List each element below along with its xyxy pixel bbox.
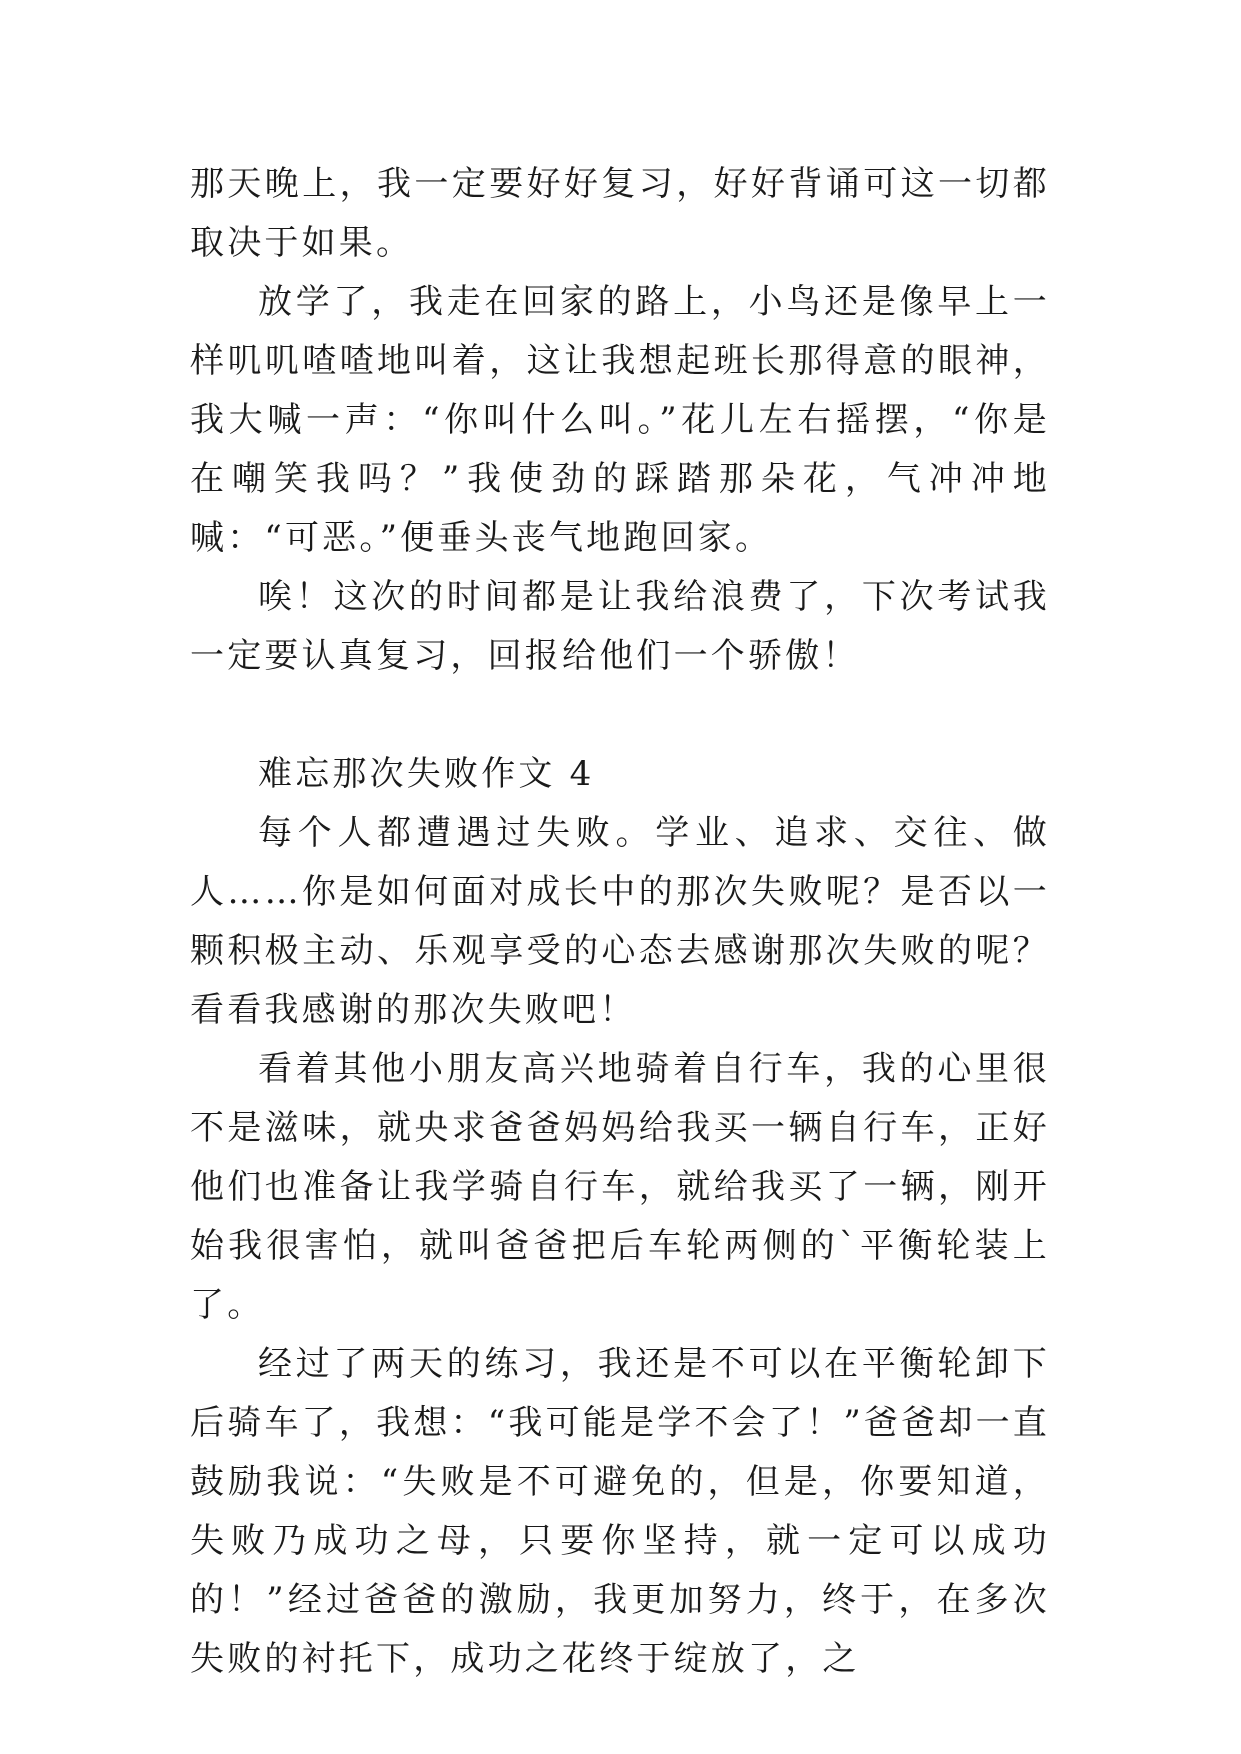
- section-title: 难忘那次失败作文 4: [258, 754, 595, 794]
- continued-paragraph: 那天晚上，我一定要好好复习，好好背诵可这一切都取决于如果。: [190, 164, 1050, 263]
- document-page: [190, 155, 1050, 1689]
- paragraph-1: 放学了，我走在回家的路上，小鸟还是像早上一样叽叽喳喳地叫着，这让我想起班长那得意的眼神，我大喊一声：“你叫什么叫。”花儿左右摇摆，“你是在嘲笑我吗？”我使劲的踩踏那朵花，气冲冲地喊：“可恶。”便垂头丧气地跑回家。: [190, 282, 1050, 558]
- paragraph-4: 看着其他小朋友高兴地骑着自行车，我的心里很不是滋味，就央求爸爸妈妈给我买一辆自行车，正好他们也准备让我学骑自行车，就给我买了一辆，刚开始我很害怕，就叫爸爸把后车轮两侧的`平衡轮装上了。: [190, 1049, 1050, 1325]
- paragraph-3: 每个人都遭遇过失败。学业、追求、交往、做人……你是如何面对成长中的那次失败呢？是否以一颗积极主动、乐观享受的心态去感谢那次失败的呢？看看我感谢的那次失败吧！: [190, 813, 1050, 1030]
- paragraph-2: 唉！这次的时间都是让我给浪费了，下次考试我一定要认真复习，回报给他们一个骄傲！: [190, 577, 1050, 676]
- paragraph-5: 经过了两天的练习，我还是不可以在平衡轮卸下后骑车了，我想：“我可能是学不会了！”爸爸却一直鼓励我说：“失败是不可避免的，但是，你要知道，失败乃成功之母，只要你坚持，就一定可以成功的！”经过爸爸的激励，我更加努力，终于，在多次失败的衬托下，成功之花终于绽放了，之: [190, 1344, 1050, 1679]
